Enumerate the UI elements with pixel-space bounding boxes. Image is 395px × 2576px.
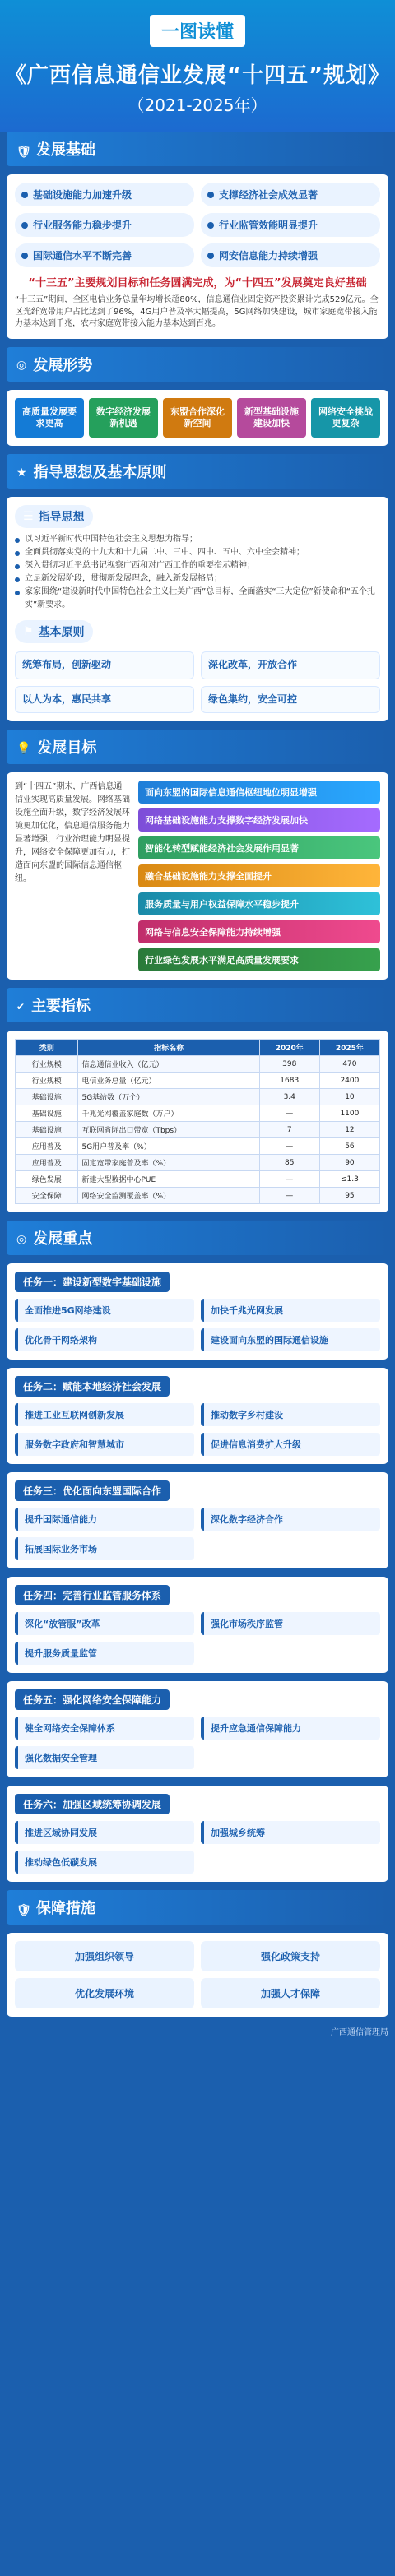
table-cell: 基础设施 bbox=[16, 1105, 78, 1122]
table-cell: 90 bbox=[319, 1155, 379, 1171]
measure-card: 加强组织领导 bbox=[15, 1941, 194, 1971]
dot-icon bbox=[21, 192, 28, 198]
principle-card: 深化改革，开放合作 bbox=[201, 651, 380, 679]
table-cell: 5G基站数（万个） bbox=[78, 1089, 259, 1105]
section-tasks-title: ◎ 发展重点 bbox=[7, 1221, 388, 1255]
table-cell: 1100 bbox=[319, 1105, 379, 1122]
bullet-icon bbox=[15, 538, 20, 543]
table-row bbox=[16, 1073, 380, 1089]
task-body bbox=[15, 1612, 380, 1665]
measures-grid bbox=[15, 1941, 380, 2008]
table-header-cell: 2025年 bbox=[319, 1040, 379, 1056]
goal-item: 服务质量与用户权益保障水平稳步提升 bbox=[138, 892, 380, 915]
section-foundation-title: 🛡 发展基础 bbox=[7, 132, 388, 166]
measure-card: 优化发展环境 bbox=[15, 1978, 194, 2008]
task-card bbox=[7, 1263, 388, 1360]
bullet-icon bbox=[15, 591, 20, 595]
trend-card: 东盟合作深化新空间 bbox=[163, 398, 232, 438]
goals-text: 到“十四五”期末，广西信息通信业实现高质量发展。网络基础设施全面升级，数字经济发展环境更加优化，信息通信服务能力显著增强，行业治理能力明显提升，网络安全保障更加有力，打造面向东盟的国际信息通信枢纽。 bbox=[15, 782, 130, 884]
star-icon bbox=[16, 463, 27, 480]
task-card bbox=[7, 1681, 388, 1777]
flag-icon bbox=[23, 625, 34, 638]
trend-card: 网络安全挑战更复杂 bbox=[311, 398, 380, 438]
table-cell: 12 bbox=[319, 1122, 379, 1138]
task-item: 全面推进5G网络建设 bbox=[15, 1299, 194, 1322]
principle-card: 以人为本，惠民共享 bbox=[15, 686, 194, 714]
table-cell: 安全保障 bbox=[16, 1188, 78, 1204]
bullet-icon bbox=[15, 577, 20, 582]
table-row bbox=[16, 1138, 380, 1155]
header-subtitle: （2021-2025年） bbox=[128, 95, 267, 115]
goal-item: 融合基础设施能力支撑全面提升 bbox=[138, 864, 380, 887]
table-cell: 网络安全监测覆盖率（%） bbox=[78, 1188, 259, 1204]
task-item: 提升服务质量监管 bbox=[15, 1642, 194, 1665]
table-cell: 固定宽带家庭普及率（%） bbox=[78, 1155, 259, 1171]
task-item: 促进信息消费扩大升级 bbox=[201, 1433, 380, 1456]
goal-item: 面向东盟的国际信息通信枢纽地位明显增强 bbox=[138, 781, 380, 804]
task-item: 深化“放管服”改革 bbox=[15, 1612, 194, 1635]
trend-card: 新型基础设施建设加快 bbox=[237, 398, 306, 438]
task-item: 提升应急通信保障能力 bbox=[201, 1717, 380, 1740]
principle-card: 绿色集约，安全可控 bbox=[201, 686, 380, 714]
table-cell: 信息通信业收入（亿元） bbox=[78, 1056, 259, 1073]
target-icon bbox=[16, 1230, 26, 1247]
section-indicators bbox=[7, 1031, 388, 1212]
task-title: 任务三：优化面向东盟国际合作 bbox=[15, 1480, 170, 1501]
task-item: 健全网络安全保障体系 bbox=[15, 1717, 194, 1740]
section-trends bbox=[7, 390, 388, 447]
task-title: 任务一：建设新型数字基础设施 bbox=[15, 1272, 170, 1292]
task-item: 推动绿色低碳发展 bbox=[15, 1851, 194, 1874]
table-row bbox=[16, 1155, 380, 1171]
task-item: 加快千兆光网发展 bbox=[201, 1299, 380, 1322]
bullet-icon bbox=[15, 551, 20, 556]
table-cell: 470 bbox=[319, 1056, 379, 1073]
table-cell: 电信业务总量（亿元） bbox=[78, 1073, 259, 1089]
task-body bbox=[15, 1717, 380, 1769]
table-row bbox=[16, 1122, 380, 1138]
foundation-pill: 网安信息能力持续增强 bbox=[201, 243, 380, 267]
goals-layout bbox=[15, 781, 380, 971]
table-header-cell: 类别 bbox=[16, 1040, 78, 1056]
task-item: 推动数字乡村建设 bbox=[201, 1403, 380, 1426]
table-cell: 7 bbox=[259, 1122, 319, 1138]
table-cell: 应用普及 bbox=[16, 1155, 78, 1171]
task-item: 加强城乡统筹 bbox=[201, 1821, 380, 1844]
trend-card: 数字经济发展新机遇 bbox=[89, 398, 158, 438]
target-icon bbox=[16, 355, 26, 373]
table-cell: 千兆光网覆盖家庭数（万户） bbox=[78, 1105, 259, 1122]
task-item: 服务数字政府和智慧城市 bbox=[15, 1433, 194, 1456]
task-body bbox=[15, 1508, 380, 1560]
table-row bbox=[16, 1056, 380, 1073]
header bbox=[0, 0, 395, 132]
table-header-cell: 2020年 bbox=[259, 1040, 319, 1056]
table-row bbox=[16, 1089, 380, 1105]
task-card bbox=[7, 1472, 388, 1568]
foundation-paragraph: “十三五”期间，全区电信业务总量年均增长超80%，信息通信业固定资产投资累计完成529亿元。全区光纤宽带用户占比达到了96%，4G用户普及率大幅提高，5G网络加快建设，城市家庭宽带接入能力基本达到千兆，农村家庭宽带接入能力基本达到百兆。 bbox=[15, 295, 379, 328]
task-card bbox=[7, 1786, 388, 1882]
table-cell: 新建大型数据中心PUE bbox=[78, 1171, 259, 1188]
section-goals bbox=[7, 772, 388, 980]
section-goals-title: 💡 发展目标 bbox=[7, 730, 388, 764]
goal-item: 网络与信息安全保障能力持续增强 bbox=[138, 920, 380, 943]
table-cell: 1683 bbox=[259, 1073, 319, 1089]
task-item: 强化市场秩序监管 bbox=[201, 1612, 380, 1635]
table-cell: 10 bbox=[319, 1089, 379, 1105]
dot-icon bbox=[21, 222, 28, 229]
goal-item: 网络基础设施能力支撑数字经济发展加快 bbox=[138, 808, 380, 832]
dot-icon bbox=[207, 192, 214, 198]
shield-icon bbox=[16, 1901, 30, 1914]
goal-item: 行业绿色发展水平满足高质量发展要求 bbox=[138, 948, 380, 971]
foundation-pills bbox=[15, 183, 380, 267]
section-guiding-title: ★ 指导思想及基本原则 bbox=[7, 454, 388, 489]
guiding-bullets bbox=[15, 533, 380, 612]
foundation-pill: 行业监管效能明显提升 bbox=[201, 213, 380, 237]
table-cell: 绿色发展 bbox=[16, 1171, 78, 1188]
foundation-pill: 国际通信水平不断完善 bbox=[15, 243, 194, 267]
task-item: 优化骨干网络架构 bbox=[15, 1328, 194, 1351]
task-title: 任务四：完善行业监管服务体系 bbox=[15, 1585, 170, 1605]
dot-icon bbox=[21, 253, 28, 259]
task-item: 推进工业互联网创新发展 bbox=[15, 1403, 194, 1426]
measure-card: 加强人才保障 bbox=[201, 1978, 380, 2008]
measure-card: 强化政策支持 bbox=[201, 1941, 380, 1971]
task-item: 深化数字经济合作 bbox=[201, 1508, 380, 1531]
indicators-table bbox=[15, 1039, 380, 1204]
task-item: 强化数据安全管理 bbox=[15, 1746, 194, 1769]
trend-grid bbox=[15, 398, 380, 438]
foundation-highlight: “十三五”主要规划目标和任务圆满完成，为“十四五”发展奠定良好基础 bbox=[28, 277, 367, 290]
section-guiding bbox=[7, 497, 388, 721]
goal-item: 智能化转型赋能经济社会发展作用显著 bbox=[138, 836, 380, 859]
table-cell: 85 bbox=[259, 1155, 319, 1171]
section-trends-title: ◎ 发展形势 bbox=[7, 347, 388, 382]
task-item: 拓展国际业务市场 bbox=[15, 1537, 194, 1560]
guiding-bullet: 全面贯彻落实党的十九大和十九届二中、三中、四中、五中、六中全会精神； bbox=[15, 546, 380, 559]
foundation-pill: 支撑经济社会成效显著 bbox=[201, 183, 380, 206]
task-title: 任务二：赋能本地经济社会发展 bbox=[15, 1376, 170, 1397]
guiding-bullet: 深入贯彻习近平总书记视察广西和对广西工作的重要指示精神； bbox=[15, 559, 380, 572]
table-row bbox=[16, 1188, 380, 1204]
task-item: 推进区域协同发展 bbox=[15, 1821, 194, 1844]
section-foundation bbox=[7, 174, 388, 339]
table-cell: — bbox=[259, 1171, 319, 1188]
lightbulb-icon bbox=[16, 739, 30, 756]
task-item: 建设面向东盟的国际通信设施 bbox=[201, 1328, 380, 1351]
table-cell: 行业规模 bbox=[16, 1056, 78, 1073]
table-cell: ≤1.3 bbox=[319, 1171, 379, 1188]
guiding-bullet: 立足新发展阶段，贯彻新发展理念，融入新发展格局； bbox=[15, 572, 380, 586]
table-cell: 基础设施 bbox=[16, 1089, 78, 1105]
table-cell: 5G用户普及率（%） bbox=[78, 1138, 259, 1155]
table-header-row bbox=[16, 1040, 380, 1056]
task-title: 任务六：加强区域统筹协调发展 bbox=[15, 1794, 170, 1814]
goals-list bbox=[138, 781, 380, 971]
header-title: 《广西信息通信业发展“十四五”规划》 bbox=[4, 63, 391, 88]
shield-icon bbox=[16, 142, 30, 155]
table-cell: 56 bbox=[319, 1138, 379, 1155]
list-icon bbox=[23, 510, 34, 523]
table-cell: 应用普及 bbox=[16, 1138, 78, 1155]
table-cell: — bbox=[259, 1105, 319, 1122]
table-cell: 行业规模 bbox=[16, 1073, 78, 1089]
task-title: 任务五：强化网络安全保障能力 bbox=[15, 1689, 170, 1710]
task-body bbox=[15, 1403, 380, 1456]
guiding-bullet: 以习近平新时代中国特色社会主义思想为指导； bbox=[15, 533, 380, 546]
table-header-cell: 指标名称 bbox=[78, 1040, 259, 1056]
table-cell: 互联网省际出口带宽（Tbps） bbox=[78, 1122, 259, 1138]
dot-icon bbox=[207, 222, 214, 229]
task-item: 提升国际通信能力 bbox=[15, 1508, 194, 1531]
foundation-pill: 基础设施能力加速升级 bbox=[15, 183, 194, 206]
header-kicker: 一图读懂 bbox=[150, 15, 245, 47]
table-row bbox=[16, 1171, 380, 1188]
trend-card: 高质量发展要求更高 bbox=[15, 398, 84, 438]
principles-subtitle: ⚑ 基本原则 bbox=[15, 620, 93, 643]
section-indicators-title: ✔ 主要指标 bbox=[7, 988, 388, 1022]
table-cell: 2400 bbox=[319, 1073, 379, 1089]
table-cell: — bbox=[259, 1138, 319, 1155]
foundation-pill: 行业服务能力稳步提升 bbox=[15, 213, 194, 237]
bullet-icon bbox=[15, 564, 20, 569]
table-cell: 95 bbox=[319, 1188, 379, 1204]
table-cell: — bbox=[259, 1188, 319, 1204]
principle-card: 统筹布局，创新驱动 bbox=[15, 651, 194, 679]
task-card bbox=[7, 1577, 388, 1673]
table-cell: 基础设施 bbox=[16, 1122, 78, 1138]
task-card bbox=[7, 1368, 388, 1464]
guiding-subtitle: ☰ 指导思想 bbox=[15, 505, 93, 528]
task-body bbox=[15, 1299, 380, 1351]
table-cell: 3.4 bbox=[259, 1089, 319, 1105]
section-measures bbox=[7, 1933, 388, 2017]
footer: 广西通信管理局 bbox=[331, 2028, 388, 2038]
table-cell: 398 bbox=[259, 1056, 319, 1073]
table-row bbox=[16, 1105, 380, 1122]
task-body bbox=[15, 1821, 380, 1874]
section-measures-title: 🛡 保障措施 bbox=[7, 1890, 388, 1925]
check-icon bbox=[16, 997, 25, 1014]
dot-icon bbox=[207, 253, 214, 259]
guiding-bullet: 家家围绕“建设新时代中国特色社会主义壮美广西”总目标，全面落实“三大定位”新使命和“五个扎实”新要求。 bbox=[15, 586, 380, 612]
principles-grid bbox=[15, 651, 380, 713]
